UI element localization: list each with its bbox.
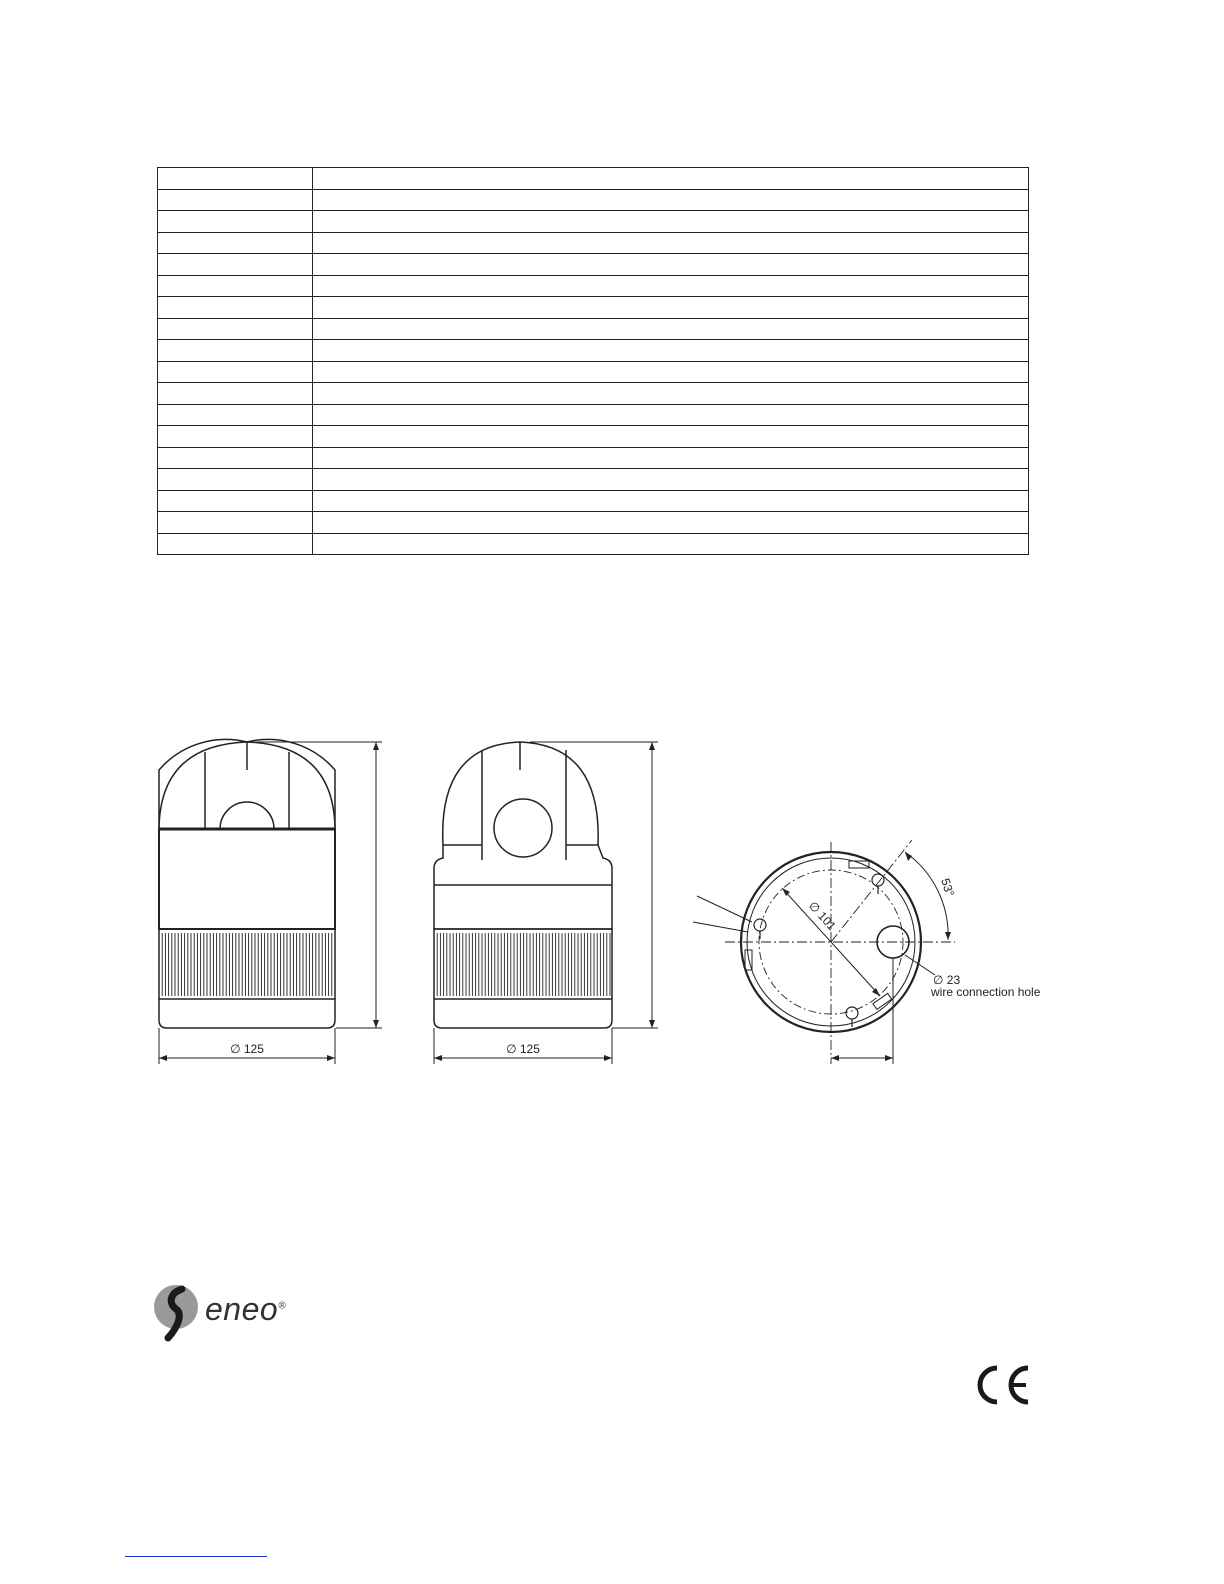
- ce-mark-icon: [970, 1362, 1030, 1408]
- registered-mark: ®: [278, 1300, 287, 1312]
- dimension-arrowheads: [159, 742, 655, 1061]
- footer-rule: [125, 1556, 267, 1557]
- mounting-angle-label: 53°: [938, 876, 958, 899]
- bottom-view-drawing: [693, 840, 958, 1064]
- wire-hole-diameter-label: ∅ 23: [933, 973, 961, 987]
- hole-circle-diameter-label: ∅ 101: [805, 898, 839, 934]
- wire-hole-caption: wire connection hole: [931, 985, 1041, 999]
- side-view-diameter-label: ∅ 125: [506, 1042, 540, 1056]
- side-view-ribs: [437, 933, 610, 996]
- front-view-drawing: [159, 739, 335, 1028]
- front-view-diameter-label: ∅ 125: [230, 1042, 264, 1056]
- dimension-lines: [159, 742, 658, 1064]
- eneo-logo-text: [205, 1291, 286, 1328]
- front-view-ribs: [162, 933, 335, 996]
- side-view-drawing: [434, 742, 612, 1028]
- brand-name: eneo: [205, 1291, 279, 1327]
